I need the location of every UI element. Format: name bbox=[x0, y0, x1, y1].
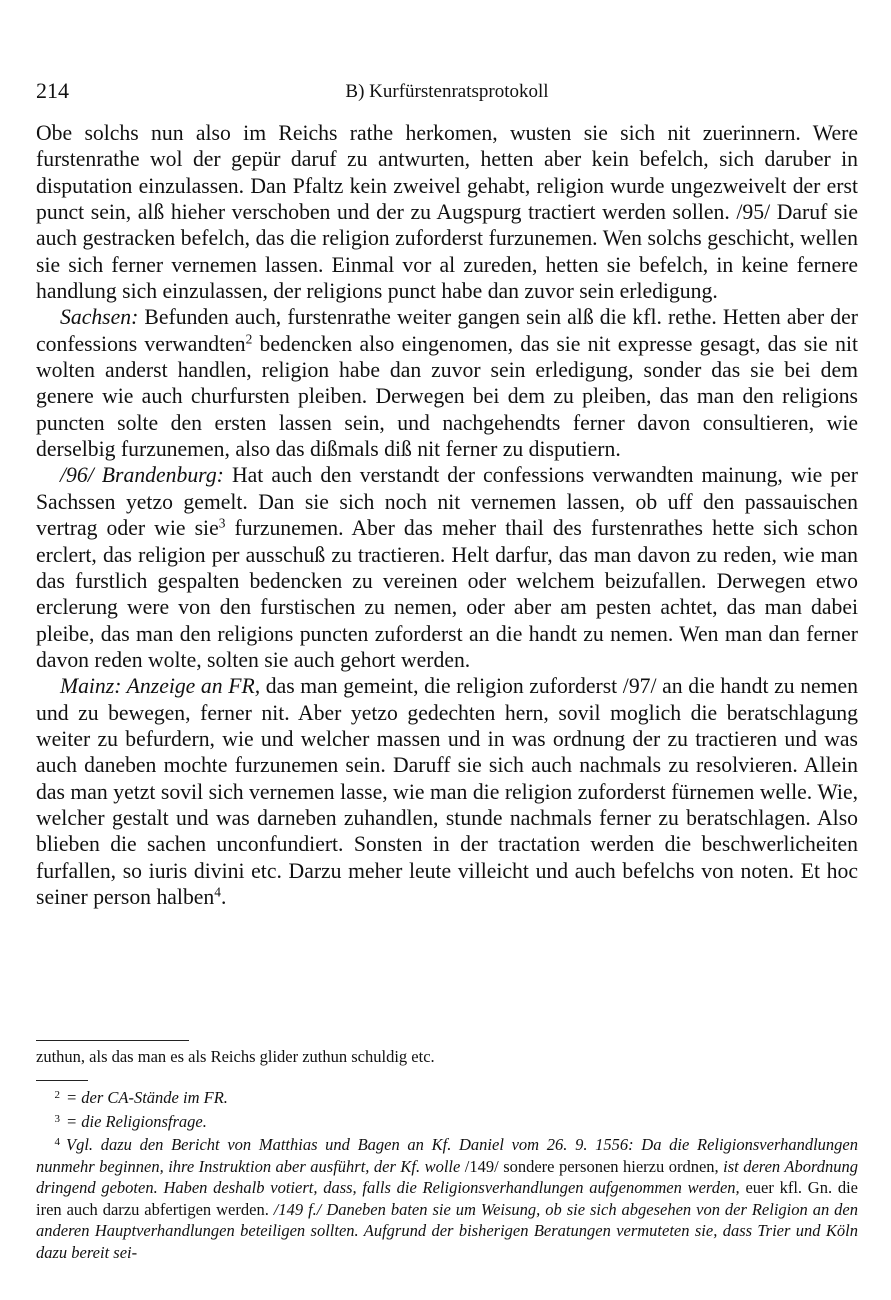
footnote-ref-2: 2 bbox=[245, 331, 253, 347]
paragraph-pfalz: Obe solchs nun also im Reichs rathe herkomen, wusten sie sich nit zuerinnern. Were furstenrathe wol der gepür daruf zu antwurten, hetten aber kein befelch, sich daruber in disputation einzulassen. Dan Pfaltz kein zweivel gehabt, religion wurde ungezweivelt der erst punct sein, alß hieher verschoben und der zu Augspurg tractiert werden sollen. /95/ Daruf sie auch gestracken befelch, das die religion zuforderst furzunemen. Wen solchs geschicht, wellen sie sich ferner vernemen lassen. Einmal vor al zureden, hetten sie befelch, in keine fernere handlung sich einzulassen, der religions punct habe dan zuvor sein erledigung. bbox=[36, 121, 858, 304]
paragraph-text: bedencken also eingenomen, das sie nit expresse gesagt, das sie nit wolten anderst handlen, religion habe dan zuvor sein erledigung, sonder das sie bei dem genere wie auch churfursten pleiben. Derwegen bei dem zu pleiben, das man den religions puncten solte den ersten lassen sein, und nachgehendts ferner davon consultieren, wie derselbig furzunemen, also das dißmals diß nit ferner zu disputiern. bbox=[36, 331, 859, 462]
paragraph-mainz bbox=[36, 673, 858, 910]
paragraph-sachsen bbox=[36, 304, 858, 462]
footnote-3 bbox=[36, 1109, 858, 1133]
paragraph-end: . bbox=[220, 884, 227, 909]
paragraph-text: Hat auch den verstandt der confessions verwandten mainung, wie per Sachssen yetzo gemelt. Dan sie sich noch nit vernemen lassen, ob uff den passauischen vertrag oder wie sie bbox=[36, 463, 858, 541]
speaker-brandenburg: /96/ Brandenburg: bbox=[60, 463, 224, 488]
footnote-text: /149 f./ Daneben baten sie um Weisung, ob sie sich abgesehen von der Religion an den anderen Hauptverhandlungen beteiligen sollten. Aufgrund der bisherigen Beratungen vermuteten sie, dass Trier und Köln dazu bereit sei- bbox=[36, 1199, 858, 1262]
footnotes bbox=[36, 1085, 858, 1263]
paragraph-text: das man gemeint, die religion zuforderst /97/ an die handt zu nemen und zu bewegen, ferner nit. Aber yetzo gedechten hern, sovil moglich die beratschlagung weiter zu befurdern, wie und welcher massen und in was ordnung der zu tractieren und was auch daneben mochte furzunemen sein. Daruff sie sich auch nachmals zu resolvieren. Allein das man yetzt sovil sich vernemen lasse, wie man die religion zuforderst fürnemen welle. Wie, welcher gestalt und was darneben zuhandlen, stunde nachmals ferner zu beratschlagen. Also blieben die sachen unconfundiert. Sonsten in der tractation werden die beschwerlicheiten furfallen, so iuris divini etc. Darzu meher leute villeicht und auch befelchs von noten. Et hoc seiner person halben bbox=[36, 674, 859, 909]
footnote-text: ist deren Abordnung dringend geboten. Haben deshalb votiert, dass, falls die Religionsverhandlungen aufgenommen werden, bbox=[36, 1156, 858, 1197]
footnote-quote: euer kfl. Gn. die iren auch darzu abfertigen werden. bbox=[36, 1178, 858, 1219]
speaker-sachsen: Sachsen: bbox=[60, 305, 139, 330]
footnote-text: = die Religionsfrage. bbox=[66, 1111, 207, 1131]
footnote-text: = der CA-Stände im FR. bbox=[66, 1088, 228, 1107]
footnote-ref-4: 4 bbox=[214, 884, 221, 900]
footnote-ref-3: 3 bbox=[218, 515, 226, 531]
paragraph-brandenburg bbox=[36, 462, 858, 673]
footnote-continuation: zuthun, als das man es als Reichs glider zuthun schuldig etc. bbox=[36, 1047, 435, 1066]
page-header bbox=[36, 78, 858, 104]
footnote-mark: 3 bbox=[54, 1112, 60, 1125]
paragraph-text: furzunemen. Aber das meher thail des furstenrathes hette sich schon erclert, das religion per ausschuß zu tractieren. Helt darfur, das man davon zu reden, wie man das furstlich gespalten bedencken zu vereinen oder welchem beizufallen. Derwegen etwo erclerung were von den furstischen zu nemen, oder aber am pesten achtet, das man dabei pleibe, das man den religions puncten zuforderst an die handt zu nemen. Wen man dan ferner davon reden wolte, solten sie auch gehort werden. bbox=[36, 516, 858, 672]
page-number: 214 bbox=[36, 78, 69, 103]
paragraph-text: Befunden auch, furstenrathe weiter gangen sein alß die kfl. rethe. Hetten aber der confessions verwandten bbox=[36, 305, 858, 356]
footnote-quote: /149/ sondere personen hierzu ordnen, bbox=[460, 1156, 724, 1176]
footnote-divider-short bbox=[36, 1080, 88, 1081]
footnote-4 bbox=[36, 1132, 858, 1263]
running-title: B) Kurfürstenratsprotokoll bbox=[345, 81, 549, 102]
footnote-mark: 2 bbox=[54, 1089, 60, 1101]
speaker-mainz: Mainz: Anzeige an FR, bbox=[60, 674, 261, 699]
main-text bbox=[36, 120, 858, 910]
document-page bbox=[36, 0, 858, 1300]
footnote-mark: 4 bbox=[54, 1136, 60, 1148]
footnote-divider bbox=[36, 1040, 189, 1041]
footnote-text: Vgl. dazu den Bericht von Matthias und Bagen an Kf. Daniel vom 26. 9. 1556: Da die Religionsverhandlungen nunmehr beginnen, ihre Instruktion aber ausführt, der Kf. wolle bbox=[36, 1135, 858, 1176]
footnote-2 bbox=[36, 1085, 858, 1109]
